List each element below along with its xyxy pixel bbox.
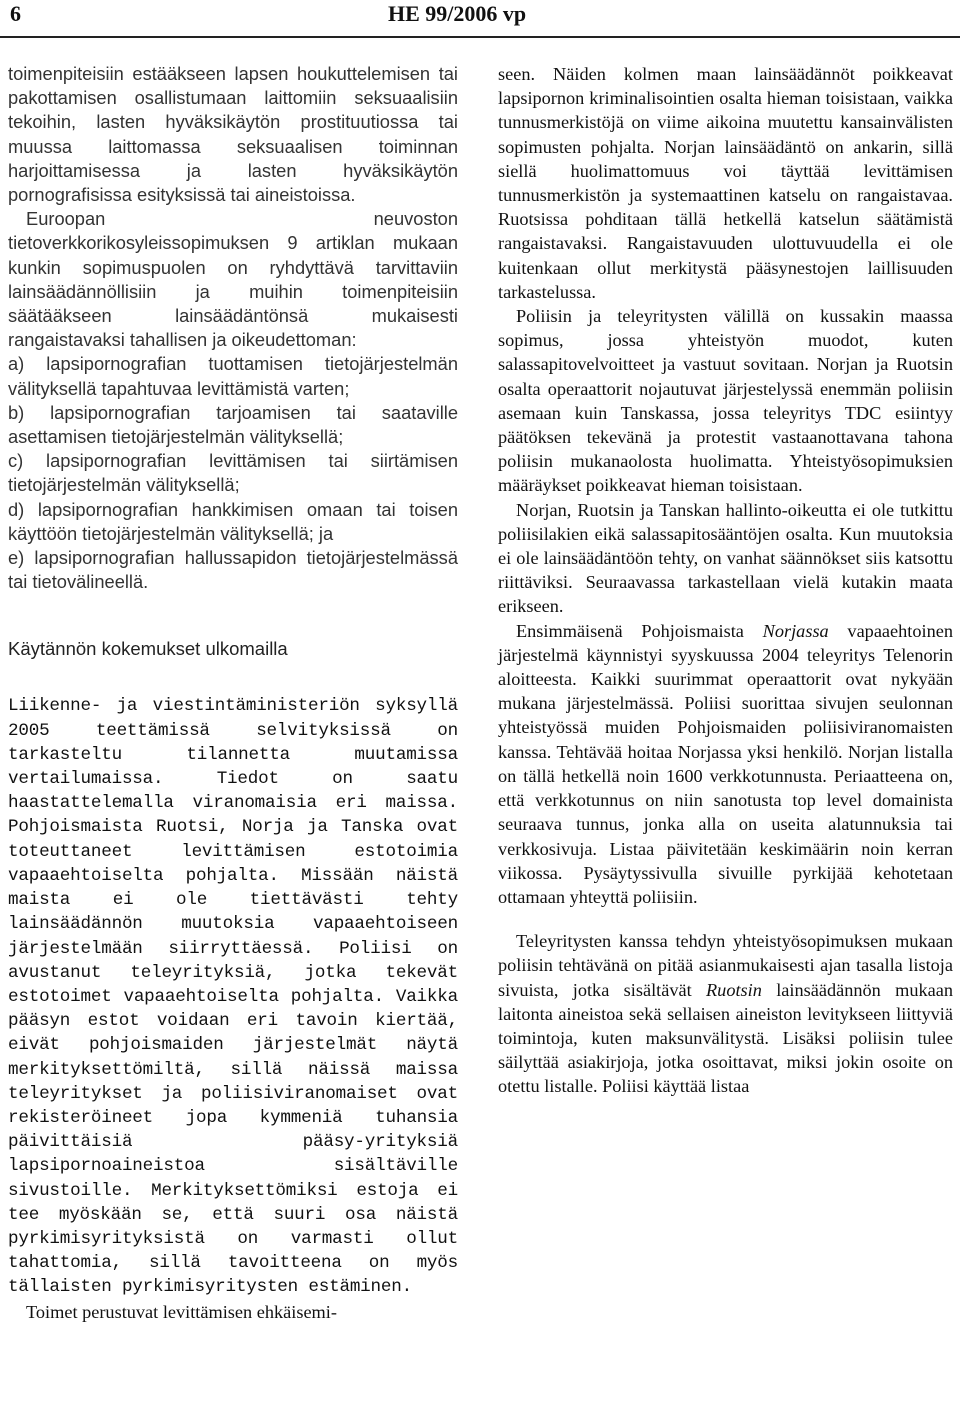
paragraph: Norjan, Ruotsin ja Tanskan hallinto-oikeutta ei ole tutkittu poliisilakien eikä salassapitosääntöjen osalta. Kun muutoksia ei ole lainsäädäntöön tehty, on vanhat säännökset siis katsottu riittäviksi. Seuraavassa tarkastellaan vielä kutakin maata erikseen. (498, 499, 953, 617)
page-number: 6 (10, 1, 21, 26)
paragraph: Liikenne- ja viestintäministeriön syksyllä 2005 teettämissä selvityksissä on tarkasteltu tilannetta muutamissa vertailumaissa. Tiedot on saatu haastattelemalla viranomaisia eri maissa. Pohjoismaista Ruotsi, Norja ja Tanska ovat toteuttaneet levittämisen estotoimia vapaaehtoiselta pohjalta. Missään näistä maista ei ole tiettävästi tehty lainsäädännön muutoksia vapaaehtoiseen järjestelmään siirryttäessä. Poliisi on avustanut teleyrityksiä, jotka tekevät estotoimet vapaaehtoiselta pohjalta. Vaikka pääsyn estot voidaan eri tavoin kiertää, eivät pohjoismaiden järjestelmät näytä merkityksettömiltä, sillä näissä maissa teleyritykset ja poliisiviranomaiset ovat rekisteröineet jopa kymmeniä tuhansia päivittäisiä pääsy-yrityksiä lapsipornoaineistoa sisältäville sivustoille. Merkityksettömiksi estoja ei tee myöskään se, että suuri osa näistä pyrkimisyrityksistä on varmasti ollut tahattomia, sillä tavoitteena on myös tällaisten pyrkimisyritysten estäminen. (8, 696, 458, 1298)
page-header (0, 0, 960, 48)
spacer (498, 909, 953, 929)
text-run: vapaaehtoinen järjestelmä käynnistyi syyskuussa 2004 teleyritys Telenorin aloitteesta. Kaikki suurimmat operaattorit ovat nykyään mukana järjestelmässä. Poliisi suorittaa sivujen seulonnan yhteistyössä muiden Pohjoismaiden poliisiviranomaisten kanssa. Tehtävää hoitaa Norjassa yksi henkilö. Norjan listalla on tällä hetkellä noin 1600 verkkotunnusta. Periaatteena on, että verkkotunnus on niin sanotusta top level domainista seuraava tunnus, jonka alla on useita alatunnuksia tai verkkosivuja. Listaa päivitetään keskimäärin noin kerran viikossa. Pysäytyssivulla sivuille pyrkijää kehotetaan ottamaan yhteyttä poliisiin. (498, 620, 953, 907)
paragraph (498, 619, 953, 909)
text-run: lainsäädännön mukaan laitonta aineistoa sekä sellaisen aineiston levitykseen liittyviä toimintoja, kuten maksunvälitystä. Lisäksi poliisin tulee säilyttää asiakirjoja, jotka osoittavat, miksi jokin osoite on otettu listalle. Poliisi käyttää listaa (498, 979, 953, 1097)
country-name: Norjassa (762, 620, 829, 641)
list-item-d: d) lapsipornografian hankkimisen omaan tai toisen käyttöön tietojärjestelmän välityksellä; ja (8, 498, 458, 544)
paragraph (498, 929, 953, 1098)
list-item-b: b) lapsipornografian tarjoamisen tai saataville asettamisen tietojärjestelmän välityksellä; (8, 401, 458, 448)
list-item-c: c) lapsipornografian levittämisen tai siirtämisen tietojärjestelmän välityksellä; (8, 450, 458, 496)
text-run: Ensimmäisenä Pohjoismaista (516, 620, 763, 641)
paragraph: Toimet perustuvat levittämisen ehkäisemi- (26, 1301, 337, 1322)
left-column (8, 62, 458, 1324)
paragraph: seen. Näiden kolmen maan lainsäädännöt poikkeavat lapsipornon kriminalisointien osalta hieman toisistaan, vaikka tunnusmerkistöjä on viime aikoina muutettu kansainvälisten sopimusten pohjalta. Norjan lainsäädäntö on ankarin, sillä siellä huolimattomuus voi täyttää levittämisen tunnusmerkistön ja systemaattinen katselu on rangaistavaa. Ruotsissa pohditaan tällä hetkellä katselun säätämistä rangaistavaksi. Rangaistavuuden ulottuvuudella ei ole kuitenkaan ollut merkitystä pääsynestojen laillisuuden tarkastelussa. (498, 64, 953, 302)
list-item-a: a) lapsipornografian tuottamisen tietojärjestelmän välityksellä tapahtuvaa levittämistä varten; (8, 353, 458, 399)
document-id: HE 99/2006 vp (388, 1, 527, 26)
list-item-e: e) lapsipornografian hallussapidon tietojärjestelmässä tai tietovälineellä. (8, 547, 458, 593)
paragraph: toimenpiteisiin estääkseen lapsen houkuttelemisen tai pakottamisen osallistumaan laittomiin seksuaalisiin tekoihin, lasten hyväksikäytön prostituutiossa tai muussa laittomassa seksuaalisen toiminnan harjoittamisessa ja lasten hyväksikäytön pornografisissa esityksissä tai aineistoissa. (8, 63, 458, 206)
right-column (498, 62, 953, 1099)
country-name: Ruotsin (706, 979, 762, 1000)
paragraph: Euroopan neuvoston tietoverkkorikosyleissopimuksen 9 artiklan mukaan kunkin sopimuspuolen on ryhdyttävä tarvittaviin lainsäädännöllisiin ja muihin toimenpiteisiin säätääkseen lainsäädäntönsä mukaisesti rangaistavaksi tahallisen ja oikeudettoman: (8, 208, 458, 351)
section-heading: Käytännön kokemukset ulkomailla (8, 638, 288, 660)
header-rule (0, 36, 960, 38)
paragraph: Poliisin ja teleyritysten välillä on kussakin maassa sopimus, jossa yhteistyön muodot, kuten salassapitovelvoitteet ja vastuut sovitaan. Norjan ja Ruotsin osalta operaattorit nojautuvat järjestelyssä enemmän poliisin asemaan kuin Tanskassa, jossa teleyritys TDC esiintyy päätöksen tekevänä ja protestit vastaanottavana tahona poliisin mukanaolosta huolimatta. Yhteistyösopimuksien määräykset poikkeavat hieman toisistaan. (498, 306, 953, 496)
text-run: Teleyritysten kanssa tehdyn yhteistyösopimuksen mukaan poliisin tehtävänä on pitää asianmukaisesti ajan tasalla listoja sivuista, jotka sisältävät (498, 931, 953, 1000)
